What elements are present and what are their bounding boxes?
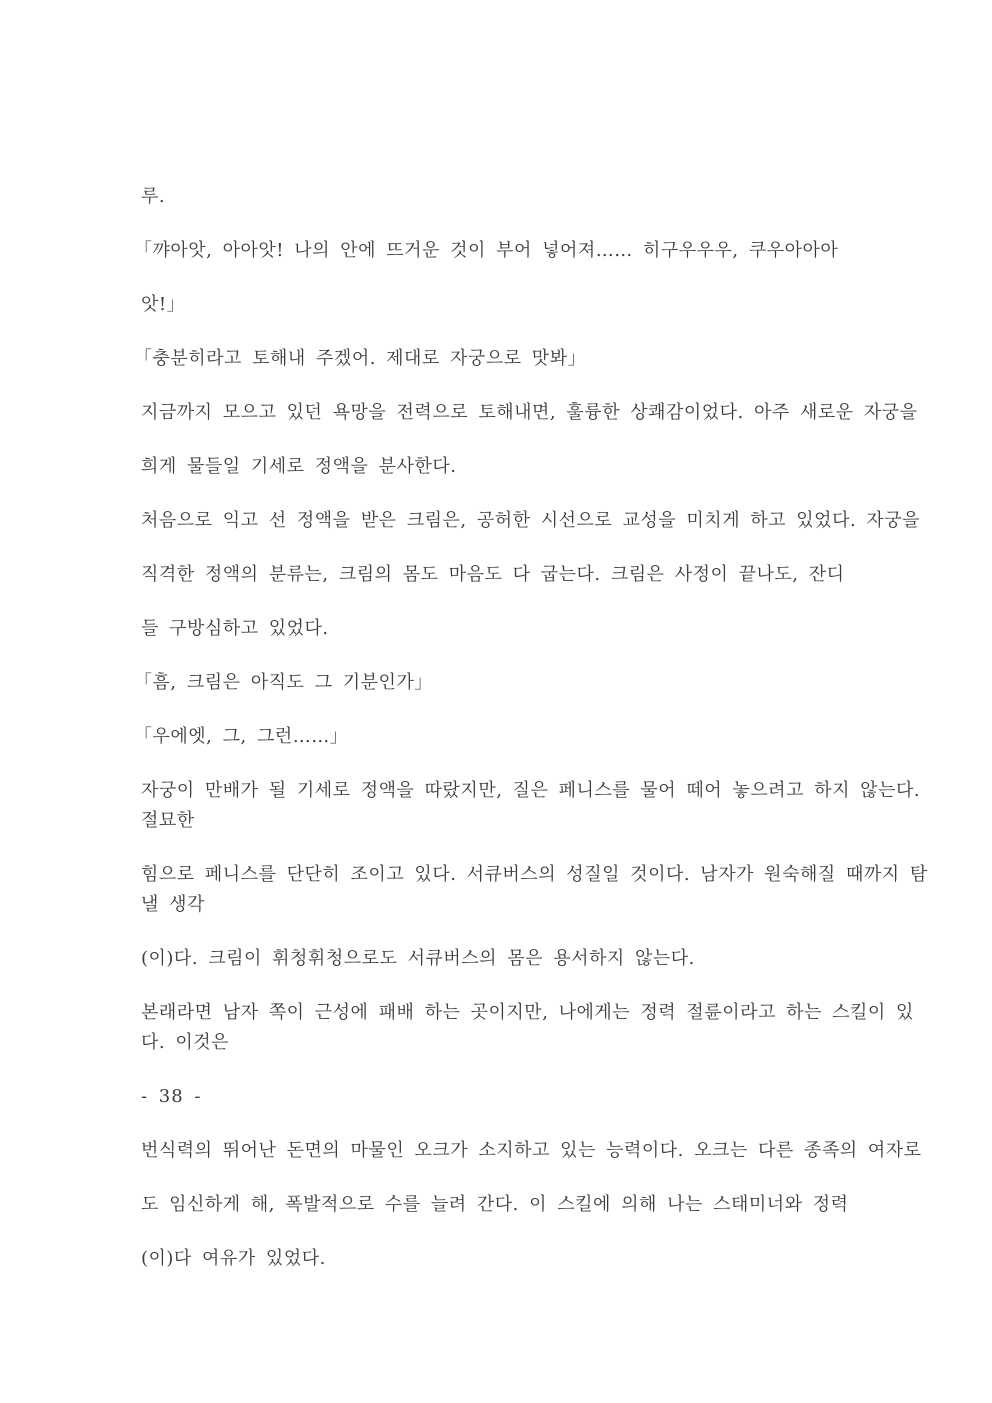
text-line: 힘으로 페니스를 단단히 조이고 있다. 서큐버스의 성질일 것이다. 남자가 원숙해질 때까지 탐 — [141, 864, 928, 885]
text-line: 도 임신하게 해, 폭발적으로 수를 늘려 간다. 이 스킬에 의해 나는 스태미너와 정력 — [141, 1194, 849, 1215]
text-line: 들 구방심하고 있었다. — [141, 618, 329, 639]
page-number: - 38 - — [141, 1086, 202, 1107]
text-line: (이)다 여유가 있었다. — [141, 1248, 326, 1269]
text-line: 앗!」 — [141, 294, 186, 315]
text-line: 처음으로 익고 선 정액을 받은 크림은, 공허한 시선으로 교성을 미치게 하고 있었다. 자궁을 — [141, 510, 921, 531]
text-line: 번식력의 뛰어난 돈면의 마물인 오크가 소지하고 있는 능력이다. 오크는 다른 종족의 여자로 — [141, 1140, 922, 1161]
text-line: 낼 생각 — [141, 894, 205, 915]
text-line: 「충분히라고 토해내 주겠어. 제대로 자궁으로 맛봐」 — [134, 348, 587, 369]
text-line: 희게 물들일 기세로 정액을 분사한다. — [141, 456, 457, 477]
text-line: 직격한 정액의 분류는, 크림의 몸도 마음도 다 굽는다. 크림은 사정이 끝나도, 잔디 — [141, 564, 845, 585]
text-line: 루. — [141, 186, 166, 207]
text-line: 지금까지 모으고 있던 욕망을 전력으로 토해내면, 훌륭한 상쾌감이었다. 아주 새로운 자궁을 — [141, 402, 918, 423]
text-line: 「흠, 크림은 아직도 그 기분인가」 — [134, 672, 433, 693]
text-line: (이)다. 크림이 휘청휘청으로도 서큐버스의 몸은 용서하지 않는다. — [141, 948, 695, 969]
text-line: 「꺄아앗, 아아앗! 나의 안에 뜨거운 것이 부어 넣어져…… 히구우우우, 쿠우아아아 — [134, 240, 839, 261]
text-line: 본래라면 남자 쪽이 근성에 패배 하는 곳이지만, 나에게는 정력 절륜이라고 하는 스킬이 있 — [141, 1002, 914, 1023]
text-line: 자궁이 만배가 될 기세로 정액을 따랐지만, 질은 페니스를 물어 떼어 놓으려고 하지 않는다. — [141, 780, 921, 801]
text-line: 다. 이것은 — [141, 1032, 229, 1053]
text-line: 「우에엣, 그, 그런……」 — [134, 726, 349, 747]
text-body — [134, 186, 928, 1270]
text-line: 절묘한 — [141, 810, 195, 831]
